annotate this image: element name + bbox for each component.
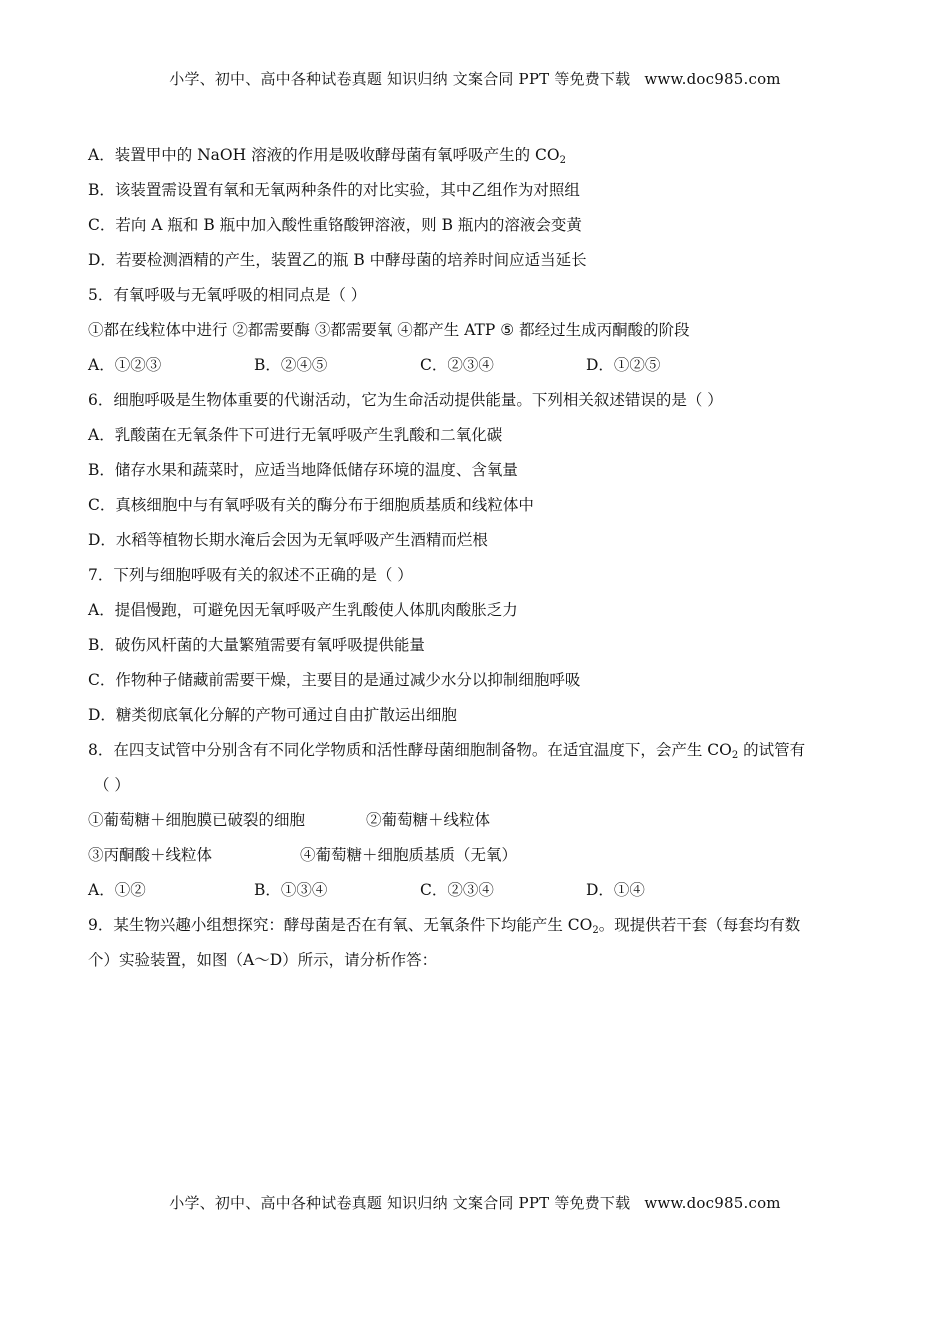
q5-items: ①都在线粒体中进行 ②都需要酶 ③都需要氧 ④都产生 ATP ⑤ 都经过生成丙酮酸的阶段	[88, 321, 690, 339]
q8-items-row2	[88, 845, 517, 865]
q8-option-b: B．①③④	[254, 881, 328, 899]
q6-stem: 6．细胞呼吸是生物体重要的代谢活动，它为生命活动提供能量。下列相关叙述错误的是（ ）	[88, 391, 723, 409]
q6-option-d: D．水稻等植物长期水淹后会因为无氧呼吸产生酒精而烂根	[88, 531, 488, 549]
q8-option-d: D．①④	[586, 881, 645, 899]
q5-option-d: D．①②⑤	[586, 356, 661, 374]
q4-option-a: A．装置甲中的 NaOH 溶液的作用是吸收酵母菌有氧呼吸产生的 $CO_2$	[88, 146, 566, 166]
page-footer	[0, 1192, 950, 1213]
header-text: 小学、初中、高中各种试卷真题 知识归纳 文案合同 PPT 等免费下载	[169, 70, 631, 88]
q6-option-b: B．储存水果和蔬菜时，应适当地降低储存环境的温度、含氧量	[88, 461, 518, 479]
header-site: www.doc985.com	[644, 70, 781, 88]
q6-option-a: A．乳酸菌在无氧条件下可进行无氧呼吸产生乳酸和二氧化碳	[88, 426, 503, 444]
q8-stem-line2: （ ）	[94, 776, 130, 794]
q5-option-c: C．②③④	[420, 356, 494, 374]
q8-item-4: ④葡萄糖＋细胞质基质（无氧）	[300, 846, 518, 864]
q4-option-b: B．该装置需设置有氧和无氧两种条件的对比实验，其中乙组作为对照组	[88, 181, 580, 199]
q7-stem: 7．下列与细胞呼吸有关的叙述不正确的是（ ）	[88, 566, 413, 584]
q4-option-d: D．若要检测酒精的产生，装置乙的瓶 B 中酵母菌的培养时间应适当延长	[88, 251, 587, 269]
q8-option-a: A．①②	[88, 881, 146, 899]
q8-item-1: ①葡萄糖＋细胞膜已破裂的细胞	[88, 811, 306, 829]
q8-option-c: C．②③④	[420, 881, 494, 899]
q7-option-b: B．破伤风杆菌的大量繁殖需要有氧呼吸提供能量	[88, 636, 425, 654]
q8-items-row1	[88, 810, 490, 830]
q8-item-3: ③丙酮酸＋线粒体	[88, 846, 213, 864]
q5-option-b: B．②④⑤	[254, 356, 328, 374]
q8-options	[88, 880, 752, 900]
q5-stem: 5．有氧呼吸与无氧呼吸的相同点是（ ）	[88, 286, 367, 304]
q6-option-c: C．真核细胞中与有氧呼吸有关的酶分布于细胞质基质和线粒体中	[88, 496, 534, 514]
q7-option-d: D．糖类彻底氧化分解的产物可通过自由扩散运出细胞	[88, 706, 457, 724]
page-header	[0, 68, 950, 89]
q8-item-2: ②葡萄糖＋线粒体	[366, 811, 491, 829]
footer-site: www.doc985.com	[644, 1194, 781, 1212]
q9-line2: 个）实验装置，如图（A～D）所示，请分析作答：	[88, 951, 438, 969]
footer-text: 小学、初中、高中各种试卷真题 知识归纳 文案合同 PPT 等免费下载	[169, 1194, 631, 1212]
q5-option-a: A．①②③	[88, 356, 162, 374]
q7-option-a: A．提倡慢跑，可避免因无氧呼吸产生乳酸使人体肌肉酸胀乏力	[88, 601, 518, 619]
q8-stem: 8．在四支试管中分别含有不同化学物质和活性酵母菌细胞制备物。在适宜温度下，会产生 $CO_2$ 的试管有	[88, 741, 806, 761]
q5-options	[88, 355, 752, 375]
q4-option-c: C．若向 A 瓶和 B 瓶中加入酸性重铬酸钾溶液，则 B 瓶内的溶液会变黄	[88, 216, 582, 234]
q7-option-c: C．作物种子储藏前需要干燥，主要目的是通过减少水分以抑制细胞呼吸	[88, 671, 581, 689]
q9-line1: 9．某生物兴趣小组想探究：酵母菌是否在有氧、无氧条件下均能产生 $CO_2$。现提供若干套（每套均有数	[88, 916, 801, 936]
